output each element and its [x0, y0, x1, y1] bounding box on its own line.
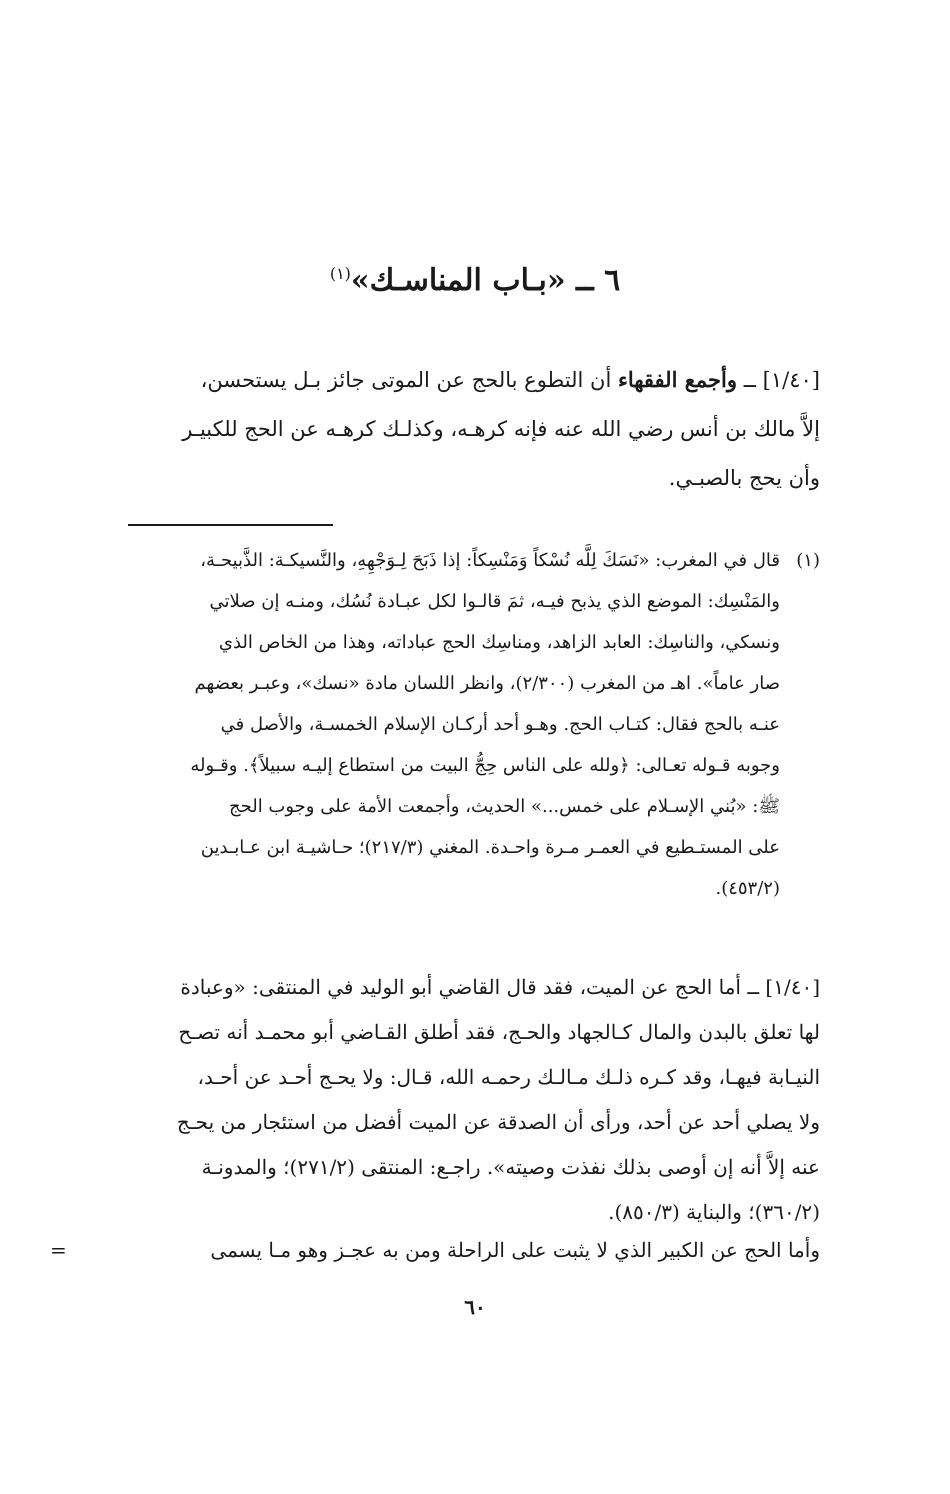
- paragraph-2-line: ولا يصلي أحد عن أحد، ورأى أن الصدقة عن الميت أفضل من استئجار من يحـج: [176, 1110, 820, 1134]
- footnote-1: [125, 540, 820, 909]
- paragraph-2-line: لها تعلق بالبدن والمال كـالجهاد والحـج، فقد أطلق القـاضي أبو محمـد أنه تصـح: [178, 1020, 820, 1044]
- page-number: ٦٠: [464, 1295, 486, 1319]
- paragraph-1-ref: [١/٤٠] ــ: [743, 368, 820, 392]
- chapter-title-text: ٦ ــ «بـاب المناسـك»: [350, 263, 621, 298]
- footnote-line: على المستـطيع في العمـر مـرة واحـدة. المغني (٢١٧/٣)؛ حـاشيـة ابن عـابـدين: [200, 837, 780, 858]
- footnote-marker: (١): [796, 550, 820, 571]
- chapter-footnote-ref: (١): [329, 264, 351, 283]
- footnote-line: صار عاماً». اهـ من المغرب (٢/٣٠٠)، وانظر اللسان مادة «نسك»، وعبـر بعضهم: [194, 673, 780, 694]
- footnote-line: عنـه بالحج فقال: كتـاب الحج. وهـو أحد أركـان الإسلام الخمسـة، والأصل في: [220, 714, 780, 735]
- footnote-line: (٤٥٣/٢).: [715, 878, 780, 899]
- footnote-body: [125, 540, 780, 909]
- footnote-line: قال في المغرب: «نَسَكَ لِلَّه نُسْكاً وَمَنْسِكاً: إذا ذَبَحَ لِـوَجْهِهِ، والنَّسيكـة: الذَّبيحـة،: [200, 550, 780, 571]
- continuation-line: وأما الحج عن الكبير الذي لا يثبت على الراحلة ومن به عجـز وهو مـا يسمى: [210, 1238, 820, 1262]
- footnote-line: والمَنْسِك: الموضع الذي يذبح فيـه، ثمَ قالـوا لكل عبـادة نُسُك، ومنـه إن صلاتي: [209, 591, 780, 612]
- footnote-line: وجوبه قـوله تعـالى: ﴿ولله على الناس حِجُّ البيت من استطاع إليـه سبيلاً﴾. وقـوله: [190, 755, 780, 776]
- paragraph-1: [125, 355, 820, 503]
- footnote-separator: [128, 524, 333, 526]
- paragraph-1-line-2: إلاَّ مالك بن أنس رضي الله عنه فإنه كرهـه، وكذلـك كرهـه عن الحج للكبيـر: [182, 417, 820, 441]
- paragraph-2-line: عنه إلاَّ أنه إن أوصى بذلك نفذت وصيته». راجـع: المنتقى (٢٧١/٢)؛ والمدونـة: [201, 1155, 820, 1179]
- continuation-mark: =: [50, 1238, 67, 1262]
- chapter-title: [0, 252, 950, 303]
- paragraph-2-line: (٣٦٠/٢)؛ والبناية (٨٥٠/٣).: [608, 1200, 820, 1224]
- paragraph-1-line-3: وأن يحج بالصبـي.: [668, 466, 820, 490]
- footnote-line: ونسكي، والناسِك: العابد الزاهد، ومناسِك الحج عباداته، وهذا من الخاص الذي: [218, 632, 780, 653]
- paragraph-1-lead: وأجمع الفقهاء: [617, 367, 737, 392]
- paragraph-2-line: [١/٤٠] ــ أما الحج عن الميت، فقد قال القاضي أبو الوليد في المنتقى: «وعبادة: [180, 975, 820, 999]
- paragraph-2: [125, 965, 820, 1235]
- paragraph-1-line-1-text: أن التطوع بالحج عن الموتى جائز بـل يستحسن،: [200, 368, 612, 392]
- paragraph-2-line: النيـابة فيهـا، وقد كـره ذلـك مـالـك رحمـه الله، قـال: ولا يحـج أحـد عن أحـد،: [197, 1065, 820, 1089]
- paragraph-1-line-1: [125, 355, 820, 405]
- footnote-line: ﷺ: «بُني الإسـلام على خمس...» الحديث، وأجمعت الأمة على وجوب الحج: [228, 796, 780, 817]
